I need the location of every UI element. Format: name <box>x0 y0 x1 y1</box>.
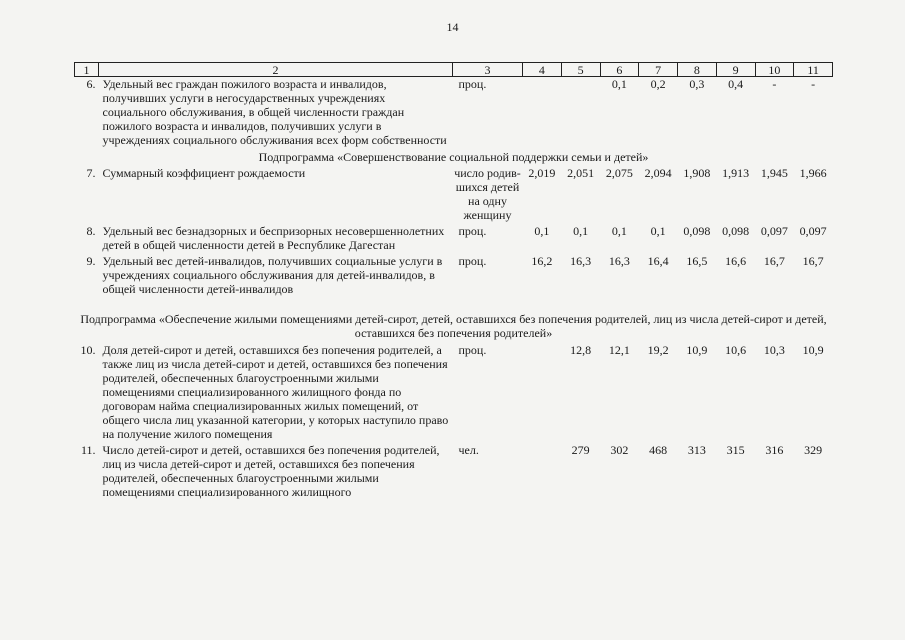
row-number: 9. <box>86 254 96 268</box>
column-header: 1 <box>75 63 99 77</box>
indicator-description: Удельный вес детей-инвалидов, получивших социальные услуги в учреждениях социального обслуживания для детей-инвалидов, в общей численности детей-инвалидов <box>102 254 443 296</box>
value-cell: 0,1 <box>611 224 627 238</box>
column-header: 5 <box>561 63 600 77</box>
value-cell: 0,097 <box>760 224 788 238</box>
value-cell: 0,098 <box>683 224 711 238</box>
column-header: 11 <box>794 63 833 77</box>
row-number: 11. <box>80 443 96 457</box>
value-cell: 302 <box>610 443 629 457</box>
unit-of-measure: проц. <box>458 254 487 268</box>
row-number: 7. <box>86 166 96 180</box>
table-row <box>75 166 833 224</box>
value-cell: 16,4 <box>647 254 669 268</box>
value-cell <box>523 443 562 501</box>
table-row <box>75 443 833 501</box>
table-row <box>75 224 833 254</box>
subprogram-heading: Подпрограмма «Обеспечение жилыми помещениями детей-сирот, детей, оставшихся без попечения родителей, лиц из числа детей-сирот и детей, оставшихся без попечения родителей» <box>80 312 827 340</box>
indicators-table-wrap <box>74 62 832 501</box>
value-cell: 1,945 <box>760 166 788 180</box>
value-cell: - <box>811 77 816 91</box>
value-cell: 0,2 <box>650 77 666 91</box>
table-row <box>75 254 833 298</box>
row-number: 10. <box>80 343 96 357</box>
indicator-description: Суммарный коэффициент рождаемости <box>102 166 306 180</box>
unit-of-measure: число родив-шихся детей на одну женщину <box>454 166 521 222</box>
value-cell: 329 <box>804 443 823 457</box>
value-cell: 0,1 <box>573 224 589 238</box>
indicator-description: Удельный вес граждан пожилого возраста и инвалидов, получивших услуги в негосударственных учреждениях социального обслуживания, в общей численности граждан пожилого возраста и инвалидов, получивших услуги в учреждениях социального обслуживания всех форм собственности <box>102 77 447 147</box>
value-cell: 16,7 <box>802 254 824 268</box>
value-cell <box>523 343 562 443</box>
unit-of-measure: чел. <box>458 443 479 457</box>
indicator-description: Число детей-сирот и детей, оставшихся без попечения родителей, лиц из числа детей-сирот и детей, оставшихся без попечения родителей, обеспеченных благоустроенными жилыми помещениями специализированного жилищного <box>102 443 440 499</box>
value-cell: 0,4 <box>728 77 744 91</box>
row-number: 6. <box>86 77 96 91</box>
value-cell: 2,094 <box>644 166 672 180</box>
value-cell: 468 <box>649 443 668 457</box>
value-cell: 0,098 <box>722 224 750 238</box>
value-cell: 2,019 <box>528 166 556 180</box>
value-cell: 0,1 <box>534 224 550 238</box>
indicator-description: Доля детей-сирот и детей, оставшихся без попечения родителей, а также лиц из числа детей-сирот и детей, оставшихся без попечения родителей, обеспеченных благоустроенными жилыми помещениями специализированного жилищного фонда по договорам найма специализированных жилых помещений, от общего числа лиц указанной категории, у которых наступило право на получение жилого помещения <box>102 343 449 441</box>
subprogram-heading-row <box>75 149 833 166</box>
value-cell: 16,7 <box>763 254 785 268</box>
subprogram-heading-row <box>75 298 833 343</box>
row-number: 8. <box>86 224 96 238</box>
value-cell: 12,8 <box>570 343 592 357</box>
value-cell: 313 <box>687 443 706 457</box>
value-cell <box>561 77 600 150</box>
column-header: 7 <box>639 63 678 77</box>
unit-of-measure: проц. <box>458 224 487 238</box>
value-cell: 1,913 <box>722 166 750 180</box>
column-header: 10 <box>755 63 794 77</box>
value-cell <box>523 77 562 150</box>
value-cell: 2,075 <box>605 166 633 180</box>
value-cell: 10,6 <box>725 343 747 357</box>
column-header: 2 <box>99 63 453 77</box>
value-cell: 16,2 <box>531 254 553 268</box>
indicator-description: Удельный вес безнадзорных и беспризорных несовершеннолетних детей в общей численности детей в Республике Дагестан <box>102 224 445 252</box>
column-header: 9 <box>716 63 755 77</box>
value-cell: 10,9 <box>686 343 708 357</box>
value-cell: 0,3 <box>689 77 705 91</box>
column-header: 3 <box>453 63 523 77</box>
table-body <box>75 77 833 502</box>
page-number: 14 <box>446 20 459 34</box>
value-cell: 16,3 <box>608 254 630 268</box>
value-cell: 10,9 <box>802 343 824 357</box>
value-cell: 315 <box>726 443 745 457</box>
table-row <box>75 77 833 150</box>
value-cell: 0,1 <box>611 77 627 91</box>
value-cell: 16,3 <box>570 254 592 268</box>
value-cell: 19,2 <box>647 343 669 357</box>
value-cell: 12,1 <box>608 343 630 357</box>
table-row <box>75 343 833 443</box>
column-header: 8 <box>678 63 717 77</box>
value-cell: 2,051 <box>567 166 595 180</box>
subprogram-heading: Подпрограмма «Совершенствование социальной поддержки семьи и детей» <box>258 150 649 164</box>
column-header: 4 <box>523 63 562 77</box>
value-cell: 279 <box>571 443 590 457</box>
unit-of-measure: проц. <box>458 77 487 91</box>
value-cell: 10,3 <box>763 343 785 357</box>
value-cell: 0,097 <box>799 224 827 238</box>
indicators-table <box>74 62 833 501</box>
value-cell: 16,5 <box>686 254 708 268</box>
value-cell: 1,908 <box>683 166 711 180</box>
column-header: 6 <box>600 63 639 77</box>
value-cell: 316 <box>765 443 784 457</box>
value-cell: 1,966 <box>799 166 827 180</box>
value-cell: - <box>772 77 777 91</box>
column-number-header <box>75 63 833 77</box>
value-cell: 16,6 <box>725 254 747 268</box>
unit-of-measure: проц. <box>458 343 487 357</box>
value-cell: 0,1 <box>650 224 666 238</box>
